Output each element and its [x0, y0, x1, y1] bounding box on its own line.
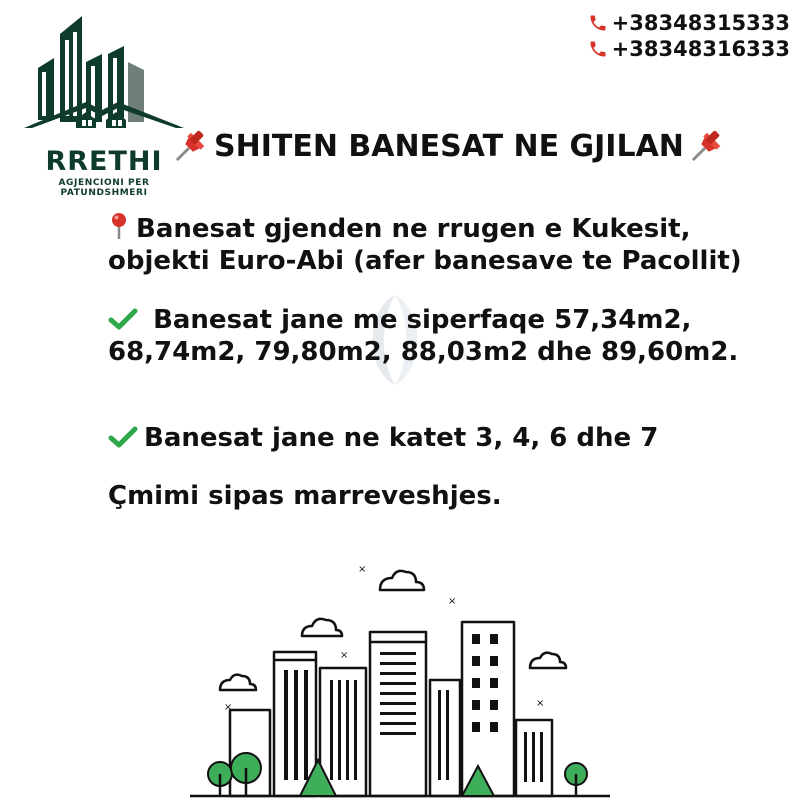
phone-icon — [588, 13, 608, 33]
cloud-icon — [380, 571, 424, 590]
phone-number: +38348315333 — [611, 11, 790, 35]
pushpin-icon — [688, 127, 726, 165]
phone-1[interactable] — [588, 10, 790, 36]
location-text: Banesat gjenden ne rrugen e Kukesit, objekti Euro-Abi (afer banesave te Pacollit) — [108, 214, 742, 276]
tree-icon — [208, 753, 587, 796]
cloud-icon — [530, 653, 566, 668]
company-logo — [14, 10, 194, 198]
headline-text: SHITEN BANESAT NE GJILAN — [214, 128, 684, 164]
phone-number: +38348316333 — [611, 37, 790, 61]
sizes-text: Banesat jane me siperfaqe 57,34m2, 68,74m2, 79,80m2, 88,03m2 dhe 89,60m2. — [108, 305, 739, 367]
price-paragraph: Çmimi sipas marreveshjes. — [108, 481, 502, 511]
contact-phones — [588, 10, 790, 62]
brand-tagline: AGJENCIONI PER PATUNDSHMERI — [58, 178, 150, 198]
phone-icon — [588, 39, 608, 59]
headline — [172, 127, 726, 165]
floors-text: Banesat jane ne katet 3, 4, 6 dhe 7 — [144, 423, 659, 453]
check-mark-icon — [108, 307, 138, 331]
buildings-logo-icon — [20, 10, 188, 138]
city-skyline-illustration — [180, 560, 620, 800]
location-paragraph — [108, 212, 788, 277]
svg-text:×: × — [224, 702, 233, 713]
pushpin-icon — [172, 127, 210, 165]
cloud-icon — [220, 675, 256, 690]
phone-2[interactable] — [588, 36, 790, 62]
sizes-paragraph — [108, 304, 788, 368]
check-mark-icon — [108, 425, 138, 449]
svg-text:×: × — [448, 596, 457, 607]
svg-text:×: × — [340, 650, 349, 661]
round-pushpin-icon — [108, 212, 130, 240]
floors-paragraph — [108, 422, 658, 454]
svg-text:×: × — [358, 564, 367, 575]
svg-text:×: × — [536, 698, 545, 709]
brand-name: RRETHI — [45, 146, 163, 177]
cloud-icon — [302, 619, 342, 636]
